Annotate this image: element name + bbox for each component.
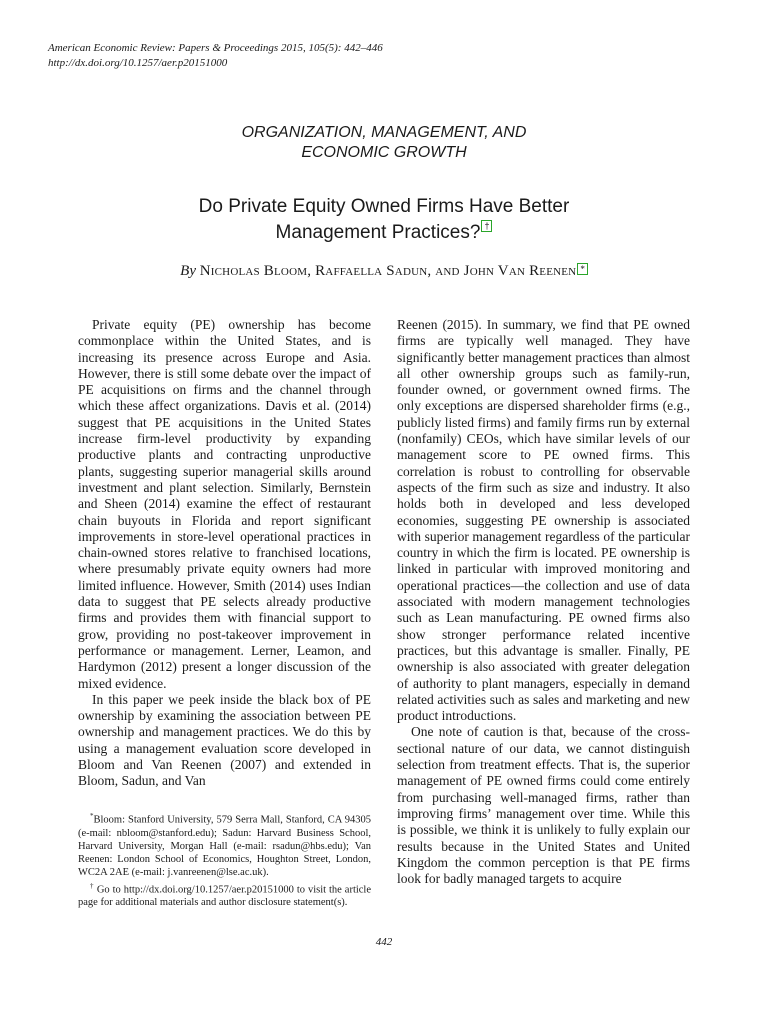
footnotes xyxy=(78,810,371,909)
body-column-left xyxy=(78,317,371,790)
paper-title-line2 xyxy=(0,220,768,246)
paper-title-line2-text: Management Practices? xyxy=(275,222,481,243)
footnote-text: Go to http://dx.doi.org/10.1257/aer.p20151000 to visit the article page for additional materials and author disclosure statement(s). xyxy=(78,884,372,909)
author-names: Nicholas Bloom, Raffaella Sadun, and John Van Reenen xyxy=(199,263,577,279)
footnote-mark: * xyxy=(90,812,94,820)
paper-title-line1: Do Private Equity Owned Firms Have Better xyxy=(198,196,570,217)
section-heading-line2: ECONOMIC GROWTH xyxy=(301,144,467,161)
author-footnote-link[interactable]: * xyxy=(577,263,588,275)
footnote-affiliations xyxy=(78,810,371,880)
author-line xyxy=(0,263,768,280)
journal-citation: American Economic Review: Papers & Proceedings 2015, 105(5): 442–446 xyxy=(48,42,383,54)
author-by: By xyxy=(180,263,196,279)
footnote-materials xyxy=(78,880,371,910)
body-column-right xyxy=(397,317,690,887)
title-footnote-link[interactable]: † xyxy=(481,220,492,232)
body-paragraph: Private equity (PE) ownership has become commonplace within the United States, and is increasing its presence across Europe and Asia. However, there is still some debate over the impact of PE acquisitions on firms and the channel through which these affect organizations. Davis et al. (2014) suggest that PE acquisitions in the United States increase firm-level productivity by expanding productive plants and contracting unproductive plants, suggesting superior managerial skills around investment and plant selection. Similarly, Bernstein and Sheen (2014) examine the effect of restaurant chain buyouts in Florida and report significant improvements in store-level operational practices in chain-owned stores relative to franchised locations, where presumably private equity owners had more limited influence. However, Smith (2014) uses Indian data to suggest that PE selects already productive firms and provides them with financial support to grow, providing no post-takeover improvement in performance or management. Lerner, Leamon, and Hardymon (2012) present a longer discussion of the mixed evidence. xyxy=(78,317,371,691)
body-paragraph: One note of caution is that, because of the cross-sectional nature of our data, we cannot distinguish selection from treatment effects. That is, the superior management of PE owned firms could come entirely from purchasing well-managed firms, rather than improving firms’ management over time. While this is possible, we think it is unlikely to fully explain our results because in the United States and United Kingdom the common perception is that PE firms look for badly managed targets to acquire xyxy=(397,724,690,887)
body-paragraph: In this paper we peek inside the black box of PE ownership by examining the association between PE ownership and management practices. We do this by using a management evaluation score developed in Bloom and Van Reenen (2007) and extended in Bloom, Sadun, and Van xyxy=(78,691,371,789)
section-heading xyxy=(0,123,768,163)
paper-title xyxy=(0,194,768,246)
doi-link[interactable]: http://dx.doi.org/10.1257/aer.p20151000 xyxy=(48,57,228,69)
footnote-text: Bloom: Stanford University, 579 Serra Mall, Stanford, CA 94305 (e-mail: nbloom@stanford.edu); Sadun: Harvard Business School, Harvard University, Morgan Hall (e-mail: rsadun@hbs.edu); Van Reenen: London School of Economics, Houghton Street, London, WC2A 2AE (e-mail: j.vanreenen@lse.ac.uk). xyxy=(78,814,371,879)
footnote-mark: † xyxy=(90,881,94,890)
journal-header xyxy=(48,41,383,71)
page-number: 442 xyxy=(375,936,393,948)
body-paragraph: Reenen (2015). In summary, we find that PE owned firms are typically well managed. They have significantly better management practices than almost all other ownership groups such as family-run, founder owned, or government owned firms. The only exceptions are dispersed shareholder firms (e.g., publicly listed firms) and family firms run by external (nonfamily) CEOs, which have similar levels of our management score to PE owned firms. This correlation is robust to controlling for observable aspects of the firm such as size and industry. It also holds both in developed and less developed economies, suggesting PE ownership is associated with superior management regardless of the particular country in which the firm is located. PE ownership is linked in particular with improved monitoring and operational practices—the collection and use of data associated with modern management technologies such as Lean manufacturing. PE owned firms also show stronger performance related incentive practices, but this advantage is smaller. Finally, PE ownership is also associated with greater delegation of authority to plant managers, especially in demand related activities such as sales and marketing and new product introductions. xyxy=(397,317,690,724)
section-heading-line1: ORGANIZATION, MANAGEMENT, AND xyxy=(241,124,527,141)
